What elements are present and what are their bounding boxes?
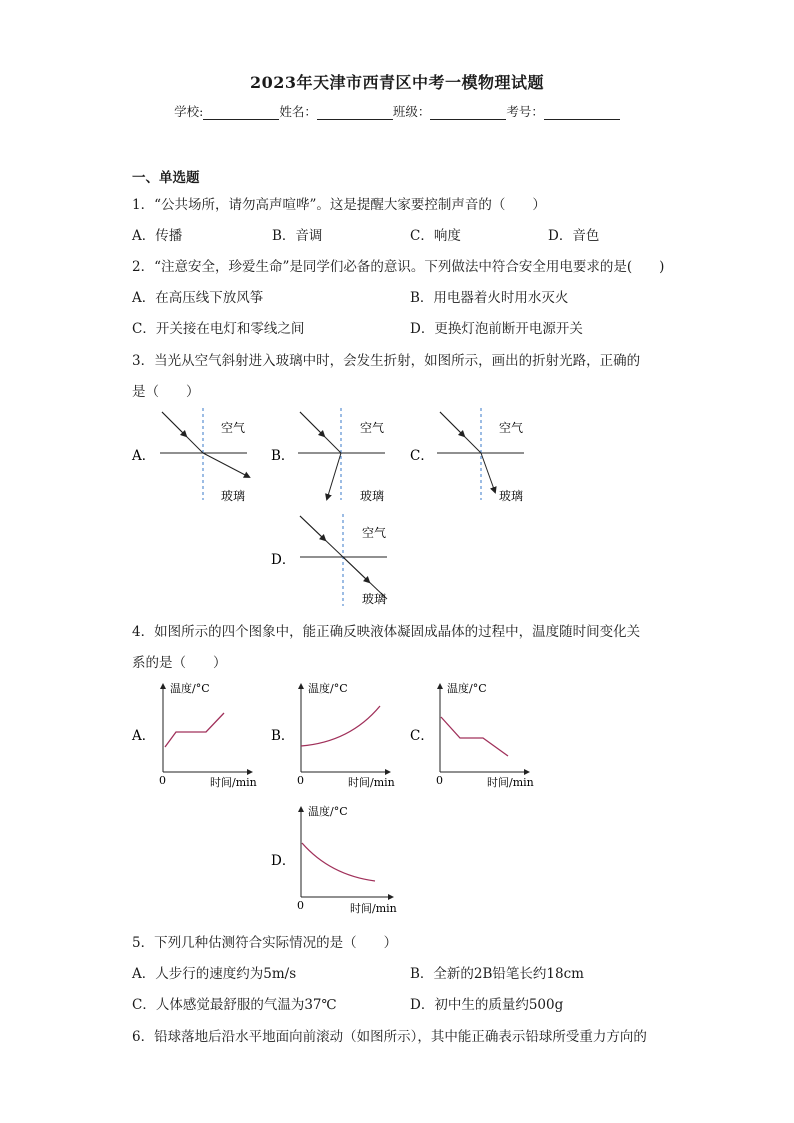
temperature-graphs [0,672,794,922]
school-label: 学校: [174,104,204,119]
refraction-option-b [271,408,385,503]
graph-label-a: A． [132,728,156,744]
q5-option-d: D．初中生的质量约500g [410,997,564,1013]
y-axis-label: 温度/°C [308,682,348,695]
x-axis-label: 时间/min [210,776,257,789]
name-blank[interactable] [317,105,393,120]
graph-label-c: C． [410,728,434,744]
q1-option-d: D．音色 [548,228,600,244]
refracted-ray [481,453,495,492]
q2-option-a: A．在高压线下放风筝 [132,290,264,306]
graph-option-b [271,681,395,789]
glass-label: 玻璃 [360,489,385,503]
x-axis-label: 时间/min [348,776,395,789]
question-4-stem-line1: 4．如图所示的四个图象中，能正确反映液体凝固成晶体的过程中，温度随时间变化关 [132,624,641,640]
question-3-stem-line2: 是（ ） [132,384,200,400]
section-title: 一、单选题 [132,170,200,186]
air-label: 空气 [499,421,524,435]
refraction-label-d: D． [271,552,296,568]
question-4-stem-line2: 系的是（ ） [132,655,227,671]
school-blank[interactable] [203,105,279,120]
question-5-stem: 5．下列几种估测符合实际情况的是（ ） [132,935,398,951]
glass-label: 玻璃 [499,489,524,503]
class-label: 班级： [392,104,431,119]
arrow-icon [300,412,324,436]
graph-option-d [271,804,397,915]
glass-label: 玻璃 [221,489,246,503]
refraction-label-a: A． [132,448,156,464]
graph-option-c [410,681,534,789]
refracted-ray [203,453,249,477]
origin-label: 0 [159,774,166,787]
q5-option-a: A．人步行的速度约为5m/s [132,966,297,982]
refraction-figures [0,400,794,620]
refraction-option-d [271,514,387,606]
glass-label: 玻璃 [362,592,387,606]
temperature-curve [301,706,380,746]
origin-label: 0 [436,774,443,787]
temperature-curve [165,713,224,747]
id-label: 考号： [506,104,544,119]
graph-option-a [131,681,257,789]
arrow-icon [440,412,464,436]
q1-option-c: C．响度 [410,228,461,244]
air-label: 空气 [221,421,246,435]
q2-option-c: C．开关接在电灯和零线之间 [132,321,305,337]
origin-label: 0 [297,774,304,787]
x-axis-label: 时间/min [487,776,534,789]
q5-option-c: C．人体感觉最舒服的气温为37℃ [132,997,337,1013]
graph-label-b: B． [271,728,295,744]
arrow-icon [300,516,325,540]
q2-option-b: B．用电器着火时用水灭火 [410,290,569,306]
question-6-stem: 6．铅球落地后沿水平地面向前滚动（如图所示），其中能正确表示铅球所受重力方向的 [132,1029,647,1045]
graph-label-d: D． [271,853,296,869]
refraction-option-a [131,408,249,503]
class-blank[interactable] [430,105,506,120]
y-axis-label: 温度/°C [170,682,210,695]
air-label: 空气 [362,526,387,540]
arrow-icon [343,557,369,582]
temperature-curve [302,843,375,881]
refraction-label-b: B． [271,448,295,464]
q5-option-b: B．全新的2B铅笔长约18cm [410,966,584,982]
id-blank[interactable] [544,105,620,120]
origin-label: 0 [297,899,304,912]
x-axis-label: 时间/min [350,902,397,915]
q2-option-d: D．更换灯泡前断开电源开关 [410,321,583,337]
refraction-label-c: C． [410,448,434,464]
question-2-stem: 2．“注意安全，珍爱生命”是同学们必备的意识。下列做法中符合安全用电要求的是( ) [132,259,665,275]
question-3-stem-line1: 3．当光从空气斜射进入玻璃中时，会发生折射，如图所示，画出的折射光路，正确的 [132,353,641,369]
air-label: 空气 [360,421,385,435]
question-1-stem: 1．“公共场所，请勿高声喧哗”。这是提醒大家要控制声音的（ ） [132,197,546,213]
temperature-curve [441,717,508,756]
q1-option-a: A．传播 [132,228,183,244]
page-title: 2023年天津市西青区中考一模物理试题 [249,73,545,92]
student-info-row [0,102,794,120]
refracted-ray [327,453,341,499]
y-axis-label: 温度/°C [447,682,487,695]
refraction-option-c [410,408,524,503]
arrow-icon [162,412,186,436]
name-label: 姓名： [279,104,317,119]
y-axis-label: 温度/°C [308,805,348,818]
q1-option-b: B．音调 [272,228,323,244]
